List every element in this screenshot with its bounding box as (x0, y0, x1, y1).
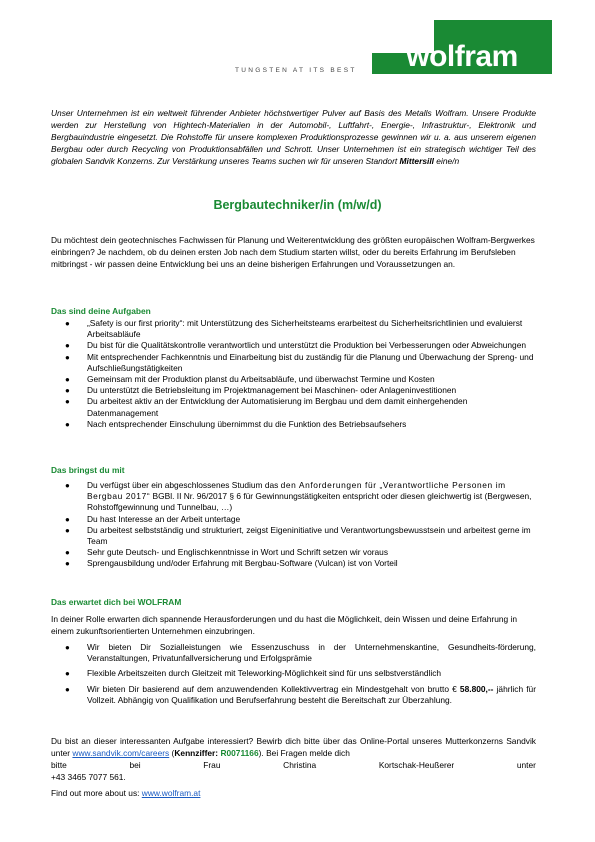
list-item: ● Du arbeitest aktiv an der Entwicklung der Automatisierung im Bergbau und dem damit einhergehenden Datenmanagement (65, 396, 468, 418)
list-item: ● Du unterstützt die Betriebsleitung im Projektmanagement bei Maschinen- oder Anlageninvestitionen (65, 385, 457, 396)
bullet-icon: ● (65, 375, 70, 385)
bullet-icon: ● (65, 684, 70, 694)
company-intro (51, 107, 536, 167)
bullet-icon: ● (65, 514, 70, 524)
bullet-icon: ● (65, 525, 70, 535)
list-item: ● „Safety is our first priority“: mit Unterstützung des Sicherheitsteams erarbeitest du Sicherheitsrichtlinien und evaluierst Arbeitsabläufe (65, 318, 523, 340)
logo-wordmark: wolfram (406, 40, 518, 73)
bullet-icon: ● (65, 319, 70, 328)
list-item: ● Mit entsprechender Fachkenntnis und Einarbeitung bist du zuständig für die Planung und Überwachung der Spreng- und Aufschließungstätigkeiten (65, 351, 534, 373)
tasks-heading: Das sind deine Aufgaben (51, 306, 151, 316)
list-item: ● Gemeinsam mit der Produktion planst du Arbeitsabläufe, und überwachst Termine und Kosten (65, 374, 435, 385)
bullet-icon: ● (65, 386, 70, 396)
bullet-icon: ● (65, 341, 70, 351)
bullet-icon: ● (65, 559, 70, 569)
list-item: ● Du bist für die Qualitätskontrolle verantwortlich und unterstützt die Produktion bei Verbesserungen oder Abweichungen (65, 340, 527, 351)
brand-tagline: TUNGSTEN AT ITS BEST (235, 67, 357, 74)
bullet-icon: ● (65, 643, 70, 652)
list-item: ● Du verfügst über ein abgeschlossenes Studium das den Anforderungen für „Verantwortliche Personen im Bergbau 2017“ BGBl. II Nr. 96/2017 § 6 für Gewinnungstätigkeiten entspricht oder diesen gleichwertig ist (Bergwesen, Rohstoffgewinnung und Tunnelbau, …) (65, 480, 532, 513)
profile-list (51, 480, 536, 570)
intro-location: Mittersill (399, 156, 434, 167)
bullet-icon: ● (65, 397, 70, 407)
bullet-icon: ● (65, 481, 70, 490)
contact-line: bitte bei Frau Christina Kortschak-Heußerer unter (51, 760, 536, 771)
tasks-list (51, 318, 536, 430)
list-item: ● Wir bieten Dir Sozialleistungen wie Essenzuschuss in der Unternehmenskantine, Gesundheits-förderung, Veranstaltungen, Privatunfallversicherung und Erfolgsprämie (65, 642, 536, 664)
intro-suffix: eine/n (433, 156, 460, 167)
offer-paragraph: In deiner Rolle erwarten dich spannende Herausforderungen und du hast die Möglichkeit, dein Wissen und deine Erfahrung in einem zukunftsorientierten Unternehmen einzubringen. (51, 614, 518, 637)
salary-amount: 58.800,-- (459, 683, 494, 694)
profile-heading: Das bringst du mit (51, 465, 125, 475)
bullet-icon: ● (65, 352, 70, 362)
list-item: ● Du hast Interesse an der Arbeit untertage (65, 513, 241, 524)
list-item: ● Sehr gute Deutsch- und Englischkenntnisse in Wort und Schrift setzen wir voraus (65, 547, 389, 558)
wolfram-link[interactable]: www.wolfram.at (141, 788, 201, 798)
bullet-icon: ● (65, 419, 70, 429)
list-item: ● Sprengausbildung und/oder Erfahrung mit Bergbau-Software (Vulcan) ist von Vorteil (65, 558, 398, 569)
footer-line: Find out more about us: www.wolfram.at (51, 788, 201, 798)
spaced-text: den Anforderungen für „Verantwortliche Personen im Bergbau 2017“ (87, 480, 506, 502)
list-item: ● Flexible Arbeitszeiten durch Gleitzeit mit Teleworking-Möglichkeit sind für uns selbstverständlich (65, 668, 442, 679)
bullet-icon: ● (65, 669, 70, 679)
intro-text: Unser Unternehmen ist ein weltweit führender Anbieter höchstwertiger Pulver auf Basis des Metalls Wolfram. Unsere Produkte werden zur Herstellung von Hightech-Materialien in der Automobil-, Luftfahrt-, Energie-, Infrastruktur-, Elektronik und Bergbauindustrie eingesetzt. Die Rohstoffe für unsere komplexen Produktionsprozesse gewinnen wir u. a. aus unserem eigenen Bergbau oder durch Recycling von Produktionsabfällen und Schrott. Unser Unternehmen ist ein strategisch wichtiger Teil des globalen Sandvik Konzerns. Zur Verstärkung unseres Teams suchen wir für unseren Standort (51, 108, 536, 167)
list-item: ● Nach entsprechender Einschulung übernimmst du die Funktion des Betriebsaufsehers (65, 418, 407, 429)
list-item: ● Wir bieten Dir basierend auf dem anzuwendenden Kollektivvertrag ein Mindestgehalt von brutto € 58.800,-- jährlich für Vollzeit. Abhängig von Qualifikation und Berufserfahrung besteht die Bereitschaft zur Überzahlung. (65, 683, 536, 705)
offer-list (51, 642, 536, 710)
contact-phone: +43 3465 7077 561. (51, 772, 126, 783)
apply-paragraph: Du bist an dieser interessanten Aufgabe interessiert? Bewirb dich bitte über das Online-Portal unseres Mutterkonzerns Sandvik unter www.sandvik.com/careers (Kennziffer: R0071166). Bei Fragen melde dich bitte bei Frau Christina Kortschak-Heußerer unter +43 3465 7077 561. (51, 736, 536, 783)
job-title: Bergbautechniker/in (m/w/d) (213, 198, 382, 212)
reference-number: R0071166 (220, 748, 259, 759)
bullet-icon: ● (65, 548, 70, 558)
offer-heading: Das erwartet dich bei WOLFRAM (51, 597, 182, 607)
careers-link[interactable]: www.sandvik.com/careers (72, 748, 170, 759)
lead-paragraph: Du möchtest dein geotechnisches Fachwissen für Planung und Weiterentwicklung des größten europäischen Wolfram-Bergwerkes einbringen? Je nachdem, ob du deinen ersten Job nach dem Studium starten willst, oder du bereits Erfahrung im Berufsleben mitbringst - wir passen deine Entwicklung bei uns an deine bisherigen Erfahrungen und Voraussetzungen an. (51, 235, 535, 270)
list-item: ● Du arbeitest selbstständig und strukturiert, zeigst Eigeninitiative und Verantwortungsbewusstsein und arbeitest gerne im Team (65, 524, 531, 547)
reference-label: Kennziffer: (174, 748, 219, 759)
